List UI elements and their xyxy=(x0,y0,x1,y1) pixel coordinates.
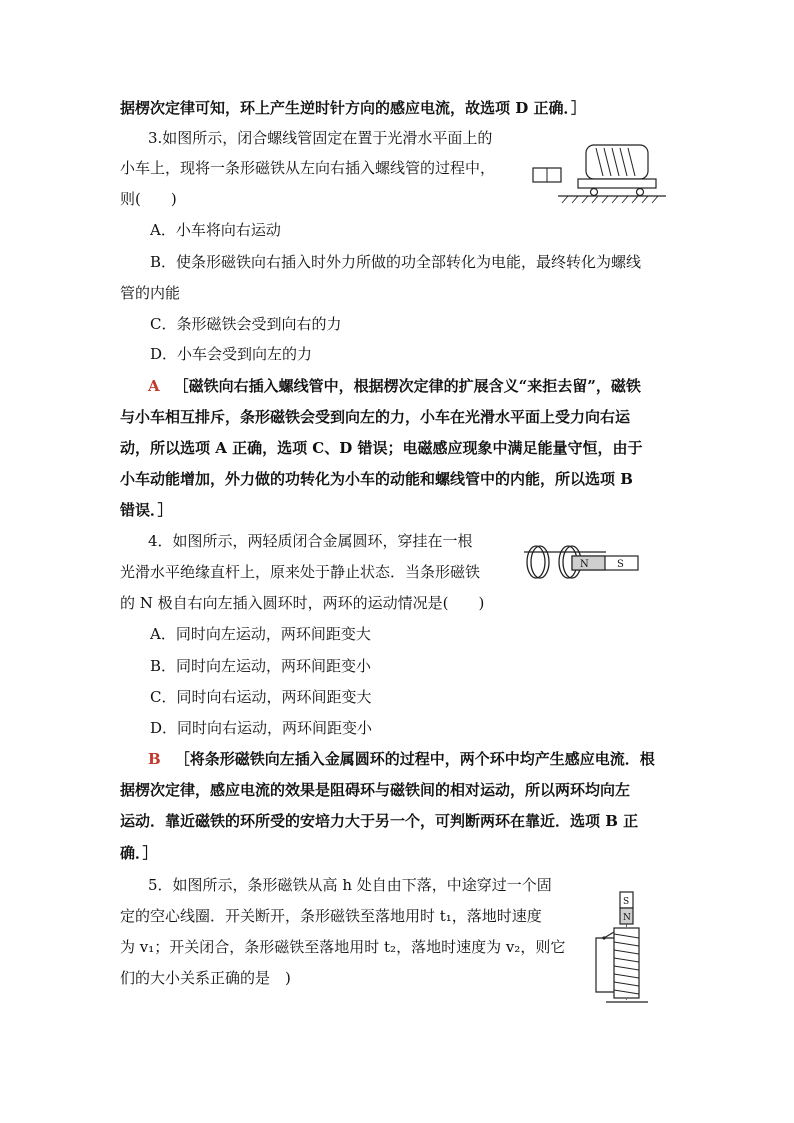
answer-3-line: 小车动能增加，外力做的功转化为小车的动能和螺线管中的内能，所以选项 B xyxy=(120,470,633,488)
question-5-text: 为 v₁；开关闭合，条形磁铁至落地用时 t₂，落地时速度为 v₂，则它 xyxy=(120,938,566,956)
figure-rings-magnet xyxy=(516,540,646,582)
answer-text: ［磁铁向右插入螺线管中，根据楞次定律的扩展含义“来拒去留”，磁铁 xyxy=(173,377,641,395)
question-3-text: 3.如图所示，闭合螺线管固定在置于光滑水平面上的 xyxy=(148,129,493,147)
text-line: 据楞次定律可知，环上产生逆时针方向的感应电流，故选项 D 正确．］ xyxy=(120,99,586,117)
question-5-text: 5．如图所示，条形磁铁从高 h 处自由下落，中途穿过一个固 xyxy=(148,876,552,894)
magnet-n-label: N xyxy=(623,913,631,923)
question-4-text: 的 N 极自右向左插入圆环时，两环的运动情况是( ) xyxy=(120,594,485,612)
figure-solenoid-cart xyxy=(528,140,668,205)
answer-text: ［将条形磁铁向左插入金属圆环的过程中，两个环中均产生感应电流．根 xyxy=(174,750,655,768)
option-a: A．小车将向右运动 xyxy=(150,221,281,239)
solenoid-cart-diagram xyxy=(528,140,668,205)
magnet-s-label: S xyxy=(623,897,630,907)
answer-4-line: 运动．靠近磁铁的环所受的安培力大于另一个，可判断两环在靠近．选项 B 正 xyxy=(120,812,639,830)
answer-3-line: 错误．］ xyxy=(120,501,173,519)
option-b: B．使条形磁铁向右插入时外力所做的功全部转化为电能，最终转化为螺线 xyxy=(150,253,642,271)
answer-4-line xyxy=(148,744,655,774)
question-4-text: 4．如图所示，两轻质闭合金属圆环，穿挂在一根 xyxy=(148,532,473,550)
answer-letter: B xyxy=(148,750,161,768)
answer-3-line: 动，所以选项 A 正确，选项 C、D 错误；电磁感应现象中满足能量守恒，由于 xyxy=(120,439,643,457)
question-3-text: 小车上，现将一条形磁铁从左向右插入螺线管的过程中， xyxy=(120,159,496,177)
option-c: C．条形磁铁会受到向右的力 xyxy=(150,315,342,333)
rings-magnet-diagram xyxy=(516,540,646,582)
option-d: D．小车会受到向左的力 xyxy=(150,345,313,363)
figure-falling-magnet-coil xyxy=(592,888,680,1008)
falling-magnet-coil-diagram xyxy=(592,888,680,1008)
answer-3-line: 与小车相互排斥，条形磁铁会受到向左的力，小车在光滑水平面上受力向右运 xyxy=(120,408,631,426)
option-d: D．同时向右运动，两环间距变小 xyxy=(150,719,373,737)
answer-3-line xyxy=(148,371,641,401)
magnet-s-label: S xyxy=(617,559,624,570)
option-b-cont: 管的内能 xyxy=(120,284,181,302)
answer-4-line: 确．］ xyxy=(120,844,158,862)
question-4-text: 光滑水平绝缘直杆上，原来处于静止状态．当条形磁铁 xyxy=(120,563,481,581)
option-c: C．同时向右运动，两环间距变大 xyxy=(150,688,372,706)
option-a: A．同时向左运动，两环间距变大 xyxy=(150,625,371,643)
answer-letter: A xyxy=(148,377,160,395)
question-3-text: 则( ) xyxy=(120,190,177,208)
answer-4-line: 据楞次定律，感应电流的效果是阻碍环与磁铁间的相对运动，所以两环均向左 xyxy=(120,781,631,799)
magnet-n-label: N xyxy=(580,559,589,570)
question-5-text: 定的空心线圈．开关断开，条形磁铁至落地用时 t₁，落地时速度 xyxy=(120,907,542,925)
question-5-text: 们的大小关系正确的是 ) xyxy=(120,969,291,987)
option-b: B．同时向左运动，两环间距变小 xyxy=(150,657,372,675)
